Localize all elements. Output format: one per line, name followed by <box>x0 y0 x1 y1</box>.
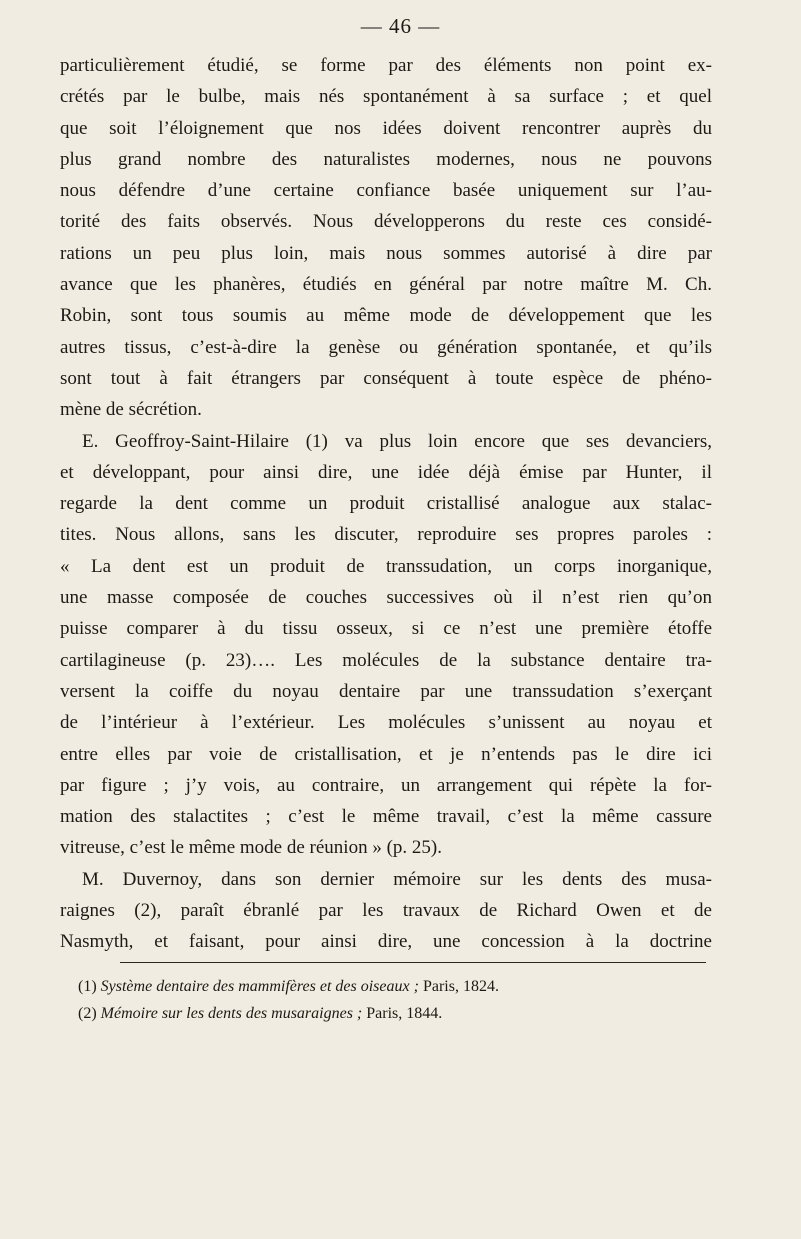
footnote-title: Système dentaire des mammifères et des oiseaux ; <box>100 978 419 995</box>
footnote-title: Mémoire sur les dents des musaraignes ; <box>100 1005 363 1022</box>
text-line: M. Duvernoy, dans son dernier mémoire sur les dents des musa- <box>82 868 712 890</box>
text-line: sont tout à fait étrangers par conséquent à toute espèce de phéno- <box>60 367 712 389</box>
text-line: cartilagineuse (p. 23)…. Les molécules de la substance dentaire tra- <box>60 649 712 671</box>
text-line: puisse comparer à du tissu osseux, si ce n’est une première étoffe <box>60 618 712 640</box>
text-line: E. Geoffroy-Saint-Hilaire (1) va plus loin encore que ses devanciers, <box>82 430 712 452</box>
text-line: et développant, pour ainsi dire, une idée déjà émise par Hunter, il <box>60 461 712 483</box>
text-line: particulièrement étudié, se forme par des éléments non point ex- <box>60 55 712 76</box>
paragraph-2 <box>60 426 712 864</box>
footnote-place-date: Paris, 1824. <box>422 978 499 995</box>
footnote-marker: (1) <box>78 978 97 995</box>
text-line: que soit l’éloignement que nos idées doivent rencontrer auprès du <box>60 117 712 139</box>
text-line: raignes (2), paraît ébranlé par les travaux de Richard Owen et de <box>60 900 712 922</box>
footnote-2 <box>78 1000 718 1027</box>
text-line: autres tissus, c’est-à-dire la genèse ou génération spontanée, et qu’ils <box>60 336 712 358</box>
text-line: tites. Nous allons, sans les discuter, reproduire ses propres paroles : <box>60 524 712 546</box>
text-line: vitreuse, c’est le même mode de réunion » (p. 25). <box>60 837 442 859</box>
text-line: plus grand nombre des naturalistes modernes, nous ne pouvons <box>60 148 712 170</box>
text-line: une masse composée de couches successives où il n’est rien qu’on <box>60 587 712 609</box>
text-line: Nasmyth, et faisant, pour ainsi dire, une concession à la doctrine <box>60 931 712 953</box>
text-line: par figure ; j’y vois, au contraire, un arrangement qui répète la for- <box>60 774 712 796</box>
footnotes <box>78 973 718 1027</box>
paragraph-3 <box>60 864 712 958</box>
text-line: entre elles par voie de cristallisation, et je n’entends pas le dire ici <box>60 743 712 765</box>
text-line: regarde la dent comme un produit cristallisé analogue aux stalac- <box>60 493 712 515</box>
footnote-divider <box>120 962 706 963</box>
text-line: nous défendre d’une certaine confiance basée uniquement sur l’au- <box>60 180 712 202</box>
body-text <box>60 50 712 958</box>
text-line: rations un peu plus loin, mais nous sommes autorisé à dire par <box>60 242 712 264</box>
text-line: avance que les phanères, étudiés en général par notre maître M. Ch. <box>60 274 712 296</box>
text-line: versent la coiffe du noyau dentaire par une transsudation s’exerçant <box>60 680 712 702</box>
text-line: mène de sécrétion. <box>60 399 202 421</box>
text-line: torité des faits observés. Nous développerons du reste ces considé- <box>60 211 712 233</box>
footnote-place-date: Paris, 1844. <box>366 1005 443 1022</box>
footnote-1 <box>78 973 718 1000</box>
page-number: — 46 — <box>360 14 441 38</box>
text-line: Robin, sont tous soumis au même mode de développement que les <box>60 305 712 327</box>
text-line: mation des stalactites ; c’est le même travail, c’est la même cassure <box>60 806 712 828</box>
text-line: « La dent est un produit de transsudation, un corps inorganique, <box>60 555 712 577</box>
footnote-marker: (2) <box>78 1005 97 1022</box>
paragraph-1 <box>60 50 712 426</box>
text-line: de l’intérieur à l’extérieur. Les molécules s’unissent au noyau et <box>60 712 712 734</box>
text-line: crétés par le bulbe, mais nés spontanément à sa surface ; et quel <box>60 86 712 108</box>
